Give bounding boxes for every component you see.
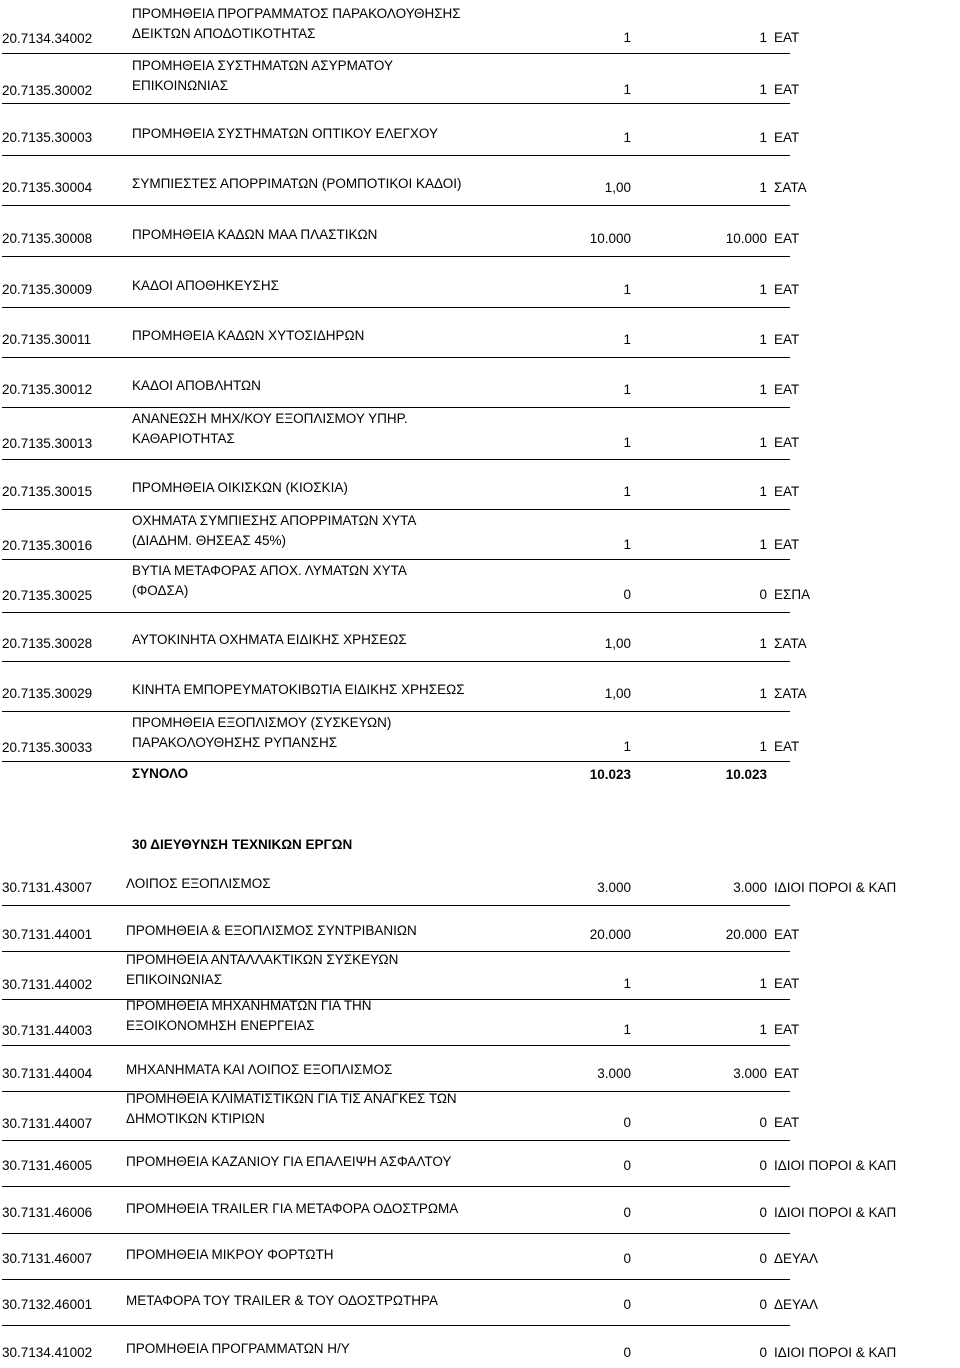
funding-source: ΔΕΥΑΛ <box>774 1297 819 1312</box>
item-code: 20.7134.34002 <box>2 31 93 46</box>
total-label: ΣΥΝΟΛΟ <box>132 766 189 781</box>
funding-source: ΣΑΤΑ <box>774 180 807 195</box>
item-code: 30.7131.43007 <box>2 880 93 895</box>
row-separator <box>2 307 790 308</box>
quantity-approved: 1 <box>759 130 767 145</box>
quantity-requested: 1,00 <box>604 180 631 195</box>
quantity-requested: 0 <box>623 1251 631 1266</box>
item-code: 20.7135.30013 <box>2 436 93 451</box>
item-description: ΠΡΟΜΗΘΕΙΑ ΣΥΣΤΗΜΑΤΩΝ ΑΣΥΡΜΑΤΟΥ <box>132 58 393 73</box>
row-separator <box>2 1325 790 1326</box>
funding-source: ΕΑΤ <box>774 976 800 991</box>
quantity-requested: 20.000 <box>589 927 631 942</box>
row-separator <box>2 559 790 560</box>
row-separator <box>2 407 790 408</box>
item-description: ΣΥΜΠΙΕΣΤΕΣ ΑΠΟΡΡΙΜΑΤΩΝ (ΡΟΜΠΟΤΙΚΟΙ ΚΑΔΟΙ) <box>132 176 462 191</box>
funding-source: ΣΑΤΑ <box>774 686 807 701</box>
funding-source: ΕΑΤ <box>774 30 800 45</box>
item-code: 20.7135.30011 <box>2 332 92 347</box>
item-description-line2: ΚΑΘΑΡΙΟΤΗΤΑΣ <box>132 431 235 446</box>
quantity-requested: 1 <box>623 739 631 754</box>
item-description-line2: ΠΑΡΑΚΟΛΟΥΘΗΣΗΣ ΡΥΠΑΝΣΗΣ <box>132 735 338 750</box>
quantity-approved: 1 <box>759 282 767 297</box>
row-separator <box>2 357 790 358</box>
item-code: 30.7131.44003 <box>2 1023 93 1038</box>
item-description: ΟΧΗΜΑΤΑ ΣΥΜΠΙΕΣΗΣ ΑΠΟΡΡΙΜΑΤΩΝ ΧΥΤΑ <box>132 513 417 528</box>
row-separator <box>2 1045 790 1046</box>
quantity-approved: 3.000 <box>733 1066 767 1081</box>
row-separator <box>2 205 790 206</box>
item-code: 20.7135.30015 <box>2 484 93 499</box>
funding-source: ΙΔΙΟΙ ΠΟΡΟΙ & ΚΑΠ <box>774 1205 897 1220</box>
quantity-requested: 1 <box>623 1022 631 1037</box>
item-description: ΠΡΟΜΗΘΕΙΑ & ΕΞΟΠΛΙΣΜΟΣ ΣΥΝΤΡΙΒΑΝΙΩΝ <box>126 923 417 938</box>
quantity-approved: 0 <box>759 1115 767 1130</box>
total-requested: 10.023 <box>589 767 631 782</box>
quantity-approved: 1 <box>759 484 767 499</box>
quantity-approved: 0 <box>759 587 767 602</box>
funding-source: ΕΑΤ <box>774 231 800 246</box>
funding-source: ΙΔΙΟΙ ΠΟΡΟΙ & ΚΑΠ <box>774 1158 897 1173</box>
item-code: 30.7134.41002 <box>2 1345 93 1360</box>
funding-source: ΕΑΤ <box>774 537 800 552</box>
quantity-requested: 0 <box>623 1297 631 1312</box>
quantity-requested: 3.000 <box>597 1066 631 1081</box>
quantity-approved: 1 <box>759 30 767 45</box>
quantity-approved: 1 <box>759 180 767 195</box>
row-separator <box>2 1186 790 1187</box>
item-description: ΠΡΟΜΗΘΕΙΑ ΟΙΚΙΣΚΩΝ (ΚΙΟΣΚΙΑ) <box>132 480 348 495</box>
item-description: ΠΡΟΜΗΘΕΙΑ ΑΝΤΑΛΛΑΚΤΙΚΩΝ ΣΥΣΚΕΥΩΝ <box>126 952 399 967</box>
item-code: 30.7131.46007 <box>2 1251 93 1266</box>
row-separator <box>2 905 790 906</box>
item-description-line2: ΔΕΙΚΤΩΝ ΑΠΟΔΟΤΙΚΟΤΗΤΑΣ <box>132 26 316 41</box>
row-separator <box>2 661 790 662</box>
item-code: 20.7135.30008 <box>2 231 93 246</box>
row-separator <box>2 999 790 1000</box>
funding-source: ΕΑΤ <box>774 1022 800 1037</box>
quantity-requested: 0 <box>623 1345 631 1360</box>
item-description: ΠΡΟΜΗΘΕΙΑ ΜΗΧΑΝΗΜΑΤΩΝ ΓΙΑ ΤΗΝ <box>126 998 372 1013</box>
quantity-requested: 0 <box>623 587 631 602</box>
funding-source: ΙΔΙΟΙ ΠΟΡΟΙ & ΚΑΠ <box>774 880 897 895</box>
item-description: ΠΡΟΜΗΘΕΙΑ ΚΑΔΩΝ ΜΑΑ ΠΛΑΣΤΙΚΩΝ <box>132 227 378 242</box>
funding-source: ΕΑΤ <box>774 1066 800 1081</box>
quantity-approved: 1 <box>759 976 767 991</box>
item-description-line2: ΔΗΜΟΤΙΚΩΝ ΚΤΙΡΙΩΝ <box>126 1111 265 1126</box>
item-description-line2: (ΔΙΑΔΗΜ. ΘΗΣΕΑΣ 45%) <box>132 533 286 548</box>
funding-source: ΣΑΤΑ <box>774 636 807 651</box>
row-separator <box>2 711 790 712</box>
quantity-approved: 1 <box>759 332 767 347</box>
quantity-approved: 3.000 <box>733 880 767 895</box>
item-code: 30.7131.44007 <box>2 1116 93 1131</box>
funding-source: ΔΕΥΑΛ <box>774 1251 819 1266</box>
row-separator <box>2 459 790 460</box>
row-separator <box>2 1233 790 1234</box>
funding-source: ΕΑΤ <box>774 739 800 754</box>
quantity-approved: 20.000 <box>725 927 767 942</box>
item-code: 30.7131.44002 <box>2 977 93 992</box>
quantity-approved: 10.000 <box>725 231 767 246</box>
item-description: ΒΥΤΙΑ ΜΕΤΑΦΟΡΑΣ ΑΠΟΧ. ΛΥΜΑΤΩΝ ΧΥΤΑ <box>132 563 407 578</box>
funding-source: ΕΑΤ <box>774 927 800 942</box>
quantity-requested: 1 <box>623 282 631 297</box>
funding-source: ΕΣΠΑ <box>774 587 811 602</box>
quantity-approved: 1 <box>759 686 767 701</box>
item-description: ΠΡΟΜΗΘΕΙΑ ΚΛΙΜΑΤΙΣΤΙΚΩΝ ΓΙΑ ΤΙΣ ΑΝΑΓΚΕΣ ΤΩΝ <box>126 1091 457 1106</box>
total-approved: 10.023 <box>725 767 767 782</box>
item-description: ΠΡΟΜΗΘΕΙΑ ΜΙΚΡΟΥ ΦΟΡΤΩΤΗ <box>126 1247 334 1262</box>
item-code: 30.7131.44004 <box>2 1066 93 1081</box>
row-separator <box>2 1279 790 1280</box>
row-separator <box>2 612 790 613</box>
item-code: 20.7135.30028 <box>2 636 93 651</box>
funding-source: ΕΑΤ <box>774 332 800 347</box>
item-code: 20.7135.30002 <box>2 83 93 98</box>
quantity-requested: 0 <box>623 1205 631 1220</box>
item-description: ΠΡΟΜΗΘΕΙΑ ΚΑΔΩΝ ΧΥΤΟΣΙΔΗΡΩΝ <box>132 328 365 343</box>
row-separator <box>2 1140 790 1141</box>
item-description: ΑΝΑΝΕΩΣΗ ΜΗΧ/ΚΟΥ ΕΞΟΠΛΙΣΜΟΥ ΥΠΗΡ. <box>132 411 408 426</box>
item-code: 20.7135.30003 <box>2 130 93 145</box>
item-code: 20.7135.30009 <box>2 282 93 297</box>
quantity-approved: 1 <box>759 739 767 754</box>
item-description-line2: ΕΠΙΚΟΙΝΩΝΙΑΣ <box>132 78 229 93</box>
item-code: 20.7135.30016 <box>2 538 93 553</box>
row-separator <box>2 103 790 104</box>
quantity-requested: 1 <box>623 30 631 45</box>
item-description-line2: (ΦΟΔΣΑ) <box>132 583 189 598</box>
item-description: ΑΥΤΟΚΙΝΗΤΑ ΟΧΗΜΑΤΑ ΕΙΔΙΚΗΣ ΧΡΗΣΕΩΣ <box>132 632 407 647</box>
quantity-approved: 1 <box>759 435 767 450</box>
item-description: ΠΡΟΜΗΘΕΙΑ TRAILER ΓΙΑ ΜΕΤΑΦΟΡΑ ΟΔΟΣΤΡΩΜΑ <box>126 1201 459 1216</box>
quantity-requested: 1 <box>623 332 631 347</box>
funding-source: ΕΑΤ <box>774 282 800 297</box>
item-description: ΠΡΟΜΗΘΕΙΑ ΣΥΣΤΗΜΑΤΩΝ ΟΠΤΙΚΟΥ ΕΛΕΓΧΟΥ <box>132 126 438 141</box>
quantity-requested: 0 <box>623 1158 631 1173</box>
item-code: 30.7131.46006 <box>2 1205 93 1220</box>
funding-source: ΕΑΤ <box>774 82 800 97</box>
row-separator <box>2 256 790 257</box>
item-description: ΛΟΙΠΟΣ ΕΞΟΠΛΙΣΜΟΣ <box>126 876 271 891</box>
row-separator <box>2 509 790 510</box>
item-description: ΠΡΟΜΗΘΕΙΑ ΚΑΖΑΝΙΟΥ ΓΙΑ ΕΠΑΛΕΙΨΗ ΑΣΦΑΛΤΟΥ <box>126 1154 452 1169</box>
row-separator <box>2 53 790 54</box>
item-description: ΠΡΟΜΗΘΕΙΑ ΠΡΟΓΡΑΜΜΑΤΟΣ ΠΑΡΑΚΟΛΟΥΘΗΣΗΣ <box>132 6 461 21</box>
quantity-requested: 1 <box>623 484 631 499</box>
item-code: 20.7135.30033 <box>2 740 93 755</box>
quantity-approved: 0 <box>759 1205 767 1220</box>
item-code: 30.7131.44001 <box>2 927 93 942</box>
row-separator <box>2 761 790 762</box>
item-description: ΚΑΔΟΙ ΑΠΟΘΗΚΕΥΣΗΣ <box>132 278 279 293</box>
quantity-requested: 1 <box>623 82 631 97</box>
quantity-requested: 1 <box>623 537 631 552</box>
quantity-approved: 0 <box>759 1297 767 1312</box>
item-code: 30.7131.46005 <box>2 1158 93 1173</box>
item-description: ΚΑΔΟΙ ΑΠΟΒΛΗΤΩΝ <box>132 378 261 393</box>
quantity-approved: 1 <box>759 1022 767 1037</box>
item-code: 20.7135.30029 <box>2 686 93 701</box>
quantity-approved: 1 <box>759 82 767 97</box>
item-code: 20.7135.30004 <box>2 180 93 195</box>
quantity-requested: 0 <box>623 1115 631 1130</box>
quantity-approved: 0 <box>759 1158 767 1173</box>
item-description: ΚΙΝΗΤΑ ΕΜΠΟΡΕΥΜΑΤΟΚΙΒΩΤΙΑ ΕΙΔΙΚΗΣ ΧΡΗΣΕΩΣ <box>132 682 465 697</box>
funding-source: ΕΑΤ <box>774 484 800 499</box>
quantity-requested: 1,00 <box>604 636 631 651</box>
quantity-requested: 3.000 <box>597 880 631 895</box>
item-description-line2: ΕΠΙΚΟΙΝΩΝΙΑΣ <box>126 972 223 987</box>
quantity-requested: 10.000 <box>589 231 631 246</box>
item-code: 20.7135.30012 <box>2 382 93 397</box>
funding-source: ΕΑΤ <box>774 130 800 145</box>
section-title: 30 ΔΙΕΥΘΥΝΣΗ ΤΕΧΝΙΚΩΝ ΕΡΓΩΝ <box>132 837 353 852</box>
item-description: ΜΗΧΑΝΗΜΑΤΑ ΚΑΙ ΛΟΙΠΟΣ ΕΞΟΠΛΙΣΜΟΣ <box>126 1062 393 1077</box>
funding-source: ΕΑΤ <box>774 1115 800 1130</box>
quantity-requested: 1,00 <box>604 686 631 701</box>
row-separator <box>2 1091 790 1092</box>
item-description: ΠΡΟΜΗΘΕΙΑ ΕΞΟΠΛΙΣΜΟΥ (ΣΥΣΚΕΥΩΝ) <box>132 715 392 730</box>
quantity-requested: 1 <box>623 976 631 991</box>
quantity-approved: 1 <box>759 636 767 651</box>
item-code: 20.7135.30025 <box>2 588 93 603</box>
item-description: ΠΡΟΜΗΘΕΙΑ ΠΡΟΓΡΑΜΜΑΤΩΝ Η/Υ <box>126 1341 350 1356</box>
quantity-approved: 1 <box>759 382 767 397</box>
quantity-requested: 1 <box>623 382 631 397</box>
item-description: ΜΕΤΑΦΟΡΑ ΤΟΥ TRAILER & ΤΟΥ ΟΔΟΣΤΡΩΤΗΡΑ <box>126 1293 438 1308</box>
quantity-approved: 1 <box>759 537 767 552</box>
item-description-line2: ΕΞΟΙΚΟΝΟΜΗΣΗ ΕΝΕΡΓΕΙΑΣ <box>126 1018 315 1033</box>
funding-source: ΙΔΙΟΙ ΠΟΡΟΙ & ΚΑΠ <box>774 1345 897 1360</box>
item-code: 30.7132.46001 <box>2 1297 93 1312</box>
quantity-requested: 1 <box>623 130 631 145</box>
row-separator <box>2 155 790 156</box>
row-separator <box>2 951 790 952</box>
funding-source: ΕΑΤ <box>774 382 800 397</box>
quantity-approved: 0 <box>759 1345 767 1360</box>
funding-source: ΕΑΤ <box>774 435 800 450</box>
quantity-approved: 0 <box>759 1251 767 1266</box>
quantity-requested: 1 <box>623 435 631 450</box>
